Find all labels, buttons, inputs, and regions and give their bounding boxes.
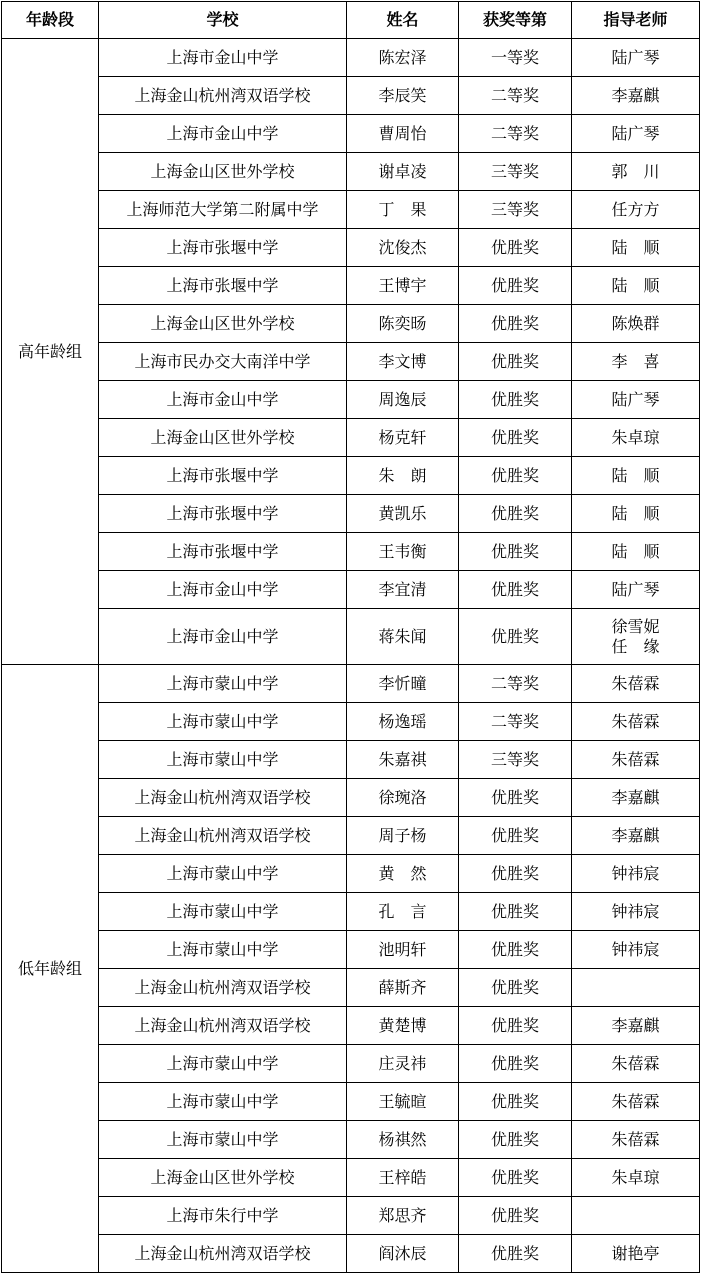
name-cell: 李忻曈 <box>347 665 459 703</box>
award-cell: 优胜奖 <box>459 1159 572 1197</box>
teacher-cell: 朱蓓霖 <box>572 741 700 779</box>
name-cell: 庄灵祎 <box>347 1045 459 1083</box>
teacher-cell: 李嘉麒 <box>572 77 700 115</box>
teacher-cell: 李嘉麒 <box>572 779 700 817</box>
school-cell: 上海金山杭州湾双语学校 <box>99 77 347 115</box>
table-row <box>2 665 700 703</box>
table-row <box>2 1159 700 1197</box>
name-cell: 李宜清 <box>347 571 459 609</box>
name-cell: 池明轩 <box>347 931 459 969</box>
header-school: 学校 <box>99 2 347 39</box>
table-row <box>2 931 700 969</box>
table-row <box>2 1045 700 1083</box>
awards-table <box>1 1 700 1273</box>
table-row <box>2 1083 700 1121</box>
name-cell: 王韦衡 <box>347 533 459 571</box>
award-cell: 优胜奖 <box>459 1235 572 1273</box>
name-cell: 朱嘉祺 <box>347 741 459 779</box>
table-row <box>2 533 700 571</box>
name-cell: 杨克轩 <box>347 419 459 457</box>
header-row <box>2 2 700 39</box>
table-row <box>2 817 700 855</box>
school-cell: 上海市蒙山中学 <box>99 703 347 741</box>
name-cell: 谢卓凌 <box>347 153 459 191</box>
award-cell: 优胜奖 <box>459 1197 572 1235</box>
teacher-cell: 陆 顺 <box>572 457 700 495</box>
table-row <box>2 77 700 115</box>
teacher-cell: 钟祎宸 <box>572 931 700 969</box>
header-name: 姓名 <box>347 2 459 39</box>
teacher-cell: 朱蓓霖 <box>572 1083 700 1121</box>
name-cell: 郑思齐 <box>347 1197 459 1235</box>
award-cell: 优胜奖 <box>459 457 572 495</box>
award-cell: 三等奖 <box>459 191 572 229</box>
school-cell: 上海市蒙山中学 <box>99 893 347 931</box>
name-cell: 曹周怡 <box>347 115 459 153</box>
award-cell: 优胜奖 <box>459 817 572 855</box>
award-cell: 三等奖 <box>459 153 572 191</box>
award-cell: 二等奖 <box>459 665 572 703</box>
school-cell: 上海金山杭州湾双语学校 <box>99 969 347 1007</box>
teacher-cell: 李嘉麒 <box>572 1007 700 1045</box>
table-row <box>2 229 700 267</box>
age-group-cell: 低年龄组 <box>2 665 99 1273</box>
name-cell: 陈奕旸 <box>347 305 459 343</box>
name-cell: 蒋朱闻 <box>347 609 459 665</box>
school-cell: 上海市金山中学 <box>99 115 347 153</box>
school-cell: 上海金山杭州湾双语学校 <box>99 779 347 817</box>
school-cell: 上海师范大学第二附属中学 <box>99 191 347 229</box>
table-row <box>2 267 700 305</box>
table-row <box>2 741 700 779</box>
teacher-cell: 李 喜 <box>572 343 700 381</box>
school-cell: 上海市蒙山中学 <box>99 1121 347 1159</box>
name-cell: 徐琬洛 <box>347 779 459 817</box>
table-row <box>2 191 700 229</box>
award-cell: 优胜奖 <box>459 1045 572 1083</box>
school-cell: 上海金山杭州湾双语学校 <box>99 817 347 855</box>
award-cell: 优胜奖 <box>459 419 572 457</box>
teacher-name: 徐雪妮 <box>611 616 660 636</box>
name-cell: 周逸辰 <box>347 381 459 419</box>
award-cell: 优胜奖 <box>459 229 572 267</box>
table-row <box>2 893 700 931</box>
school-cell: 上海市民办交大南洋中学 <box>99 343 347 381</box>
name-cell: 周子杨 <box>347 817 459 855</box>
teacher-cell: 李嘉麒 <box>572 817 700 855</box>
table-row <box>2 1121 700 1159</box>
table-row <box>2 571 700 609</box>
award-cell: 优胜奖 <box>459 893 572 931</box>
teacher-cell: 朱蓓霖 <box>572 1045 700 1083</box>
name-cell: 孔 言 <box>347 893 459 931</box>
teacher-cell: 陈焕群 <box>572 305 700 343</box>
name-cell: 朱 朗 <box>347 457 459 495</box>
name-cell: 李辰笑 <box>347 77 459 115</box>
school-cell: 上海市张堰中学 <box>99 495 347 533</box>
award-cell: 二等奖 <box>459 77 572 115</box>
teacher-cell: 朱卓琼 <box>572 1159 700 1197</box>
school-cell: 上海市金山中学 <box>99 609 347 665</box>
teacher-cell: 任方方 <box>572 191 700 229</box>
teacher-cell: 陆广琴 <box>572 115 700 153</box>
award-cell: 优胜奖 <box>459 571 572 609</box>
award-cell: 优胜奖 <box>459 1007 572 1045</box>
name-cell: 黄楚博 <box>347 1007 459 1045</box>
teacher-cell: 陆 顺 <box>572 229 700 267</box>
table-row <box>2 457 700 495</box>
table-row <box>2 495 700 533</box>
name-cell: 丁 果 <box>347 191 459 229</box>
teacher-cell <box>572 1197 700 1235</box>
teacher-cell: 陆 顺 <box>572 495 700 533</box>
award-cell: 优胜奖 <box>459 609 572 665</box>
table-row <box>2 305 700 343</box>
name-cell: 王毓暄 <box>347 1083 459 1121</box>
name-cell: 王梓皓 <box>347 1159 459 1197</box>
table-row <box>2 609 700 665</box>
teacher-cell: 陆广琴 <box>572 381 700 419</box>
award-cell: 优胜奖 <box>459 779 572 817</box>
school-cell: 上海市蒙山中学 <box>99 931 347 969</box>
name-cell: 薛斯齐 <box>347 969 459 1007</box>
award-cell: 优胜奖 <box>459 969 572 1007</box>
school-cell: 上海金山区世外学校 <box>99 419 347 457</box>
award-cell: 优胜奖 <box>459 495 572 533</box>
teacher-cell: 郭 川 <box>572 153 700 191</box>
name-cell: 李文博 <box>347 343 459 381</box>
teacher-cell <box>572 969 700 1007</box>
award-cell: 优胜奖 <box>459 931 572 969</box>
school-cell: 上海金山区世外学校 <box>99 305 347 343</box>
table-row <box>2 1197 700 1235</box>
table-row <box>2 153 700 191</box>
header-award: 获奖等第 <box>459 2 572 39</box>
table-row <box>2 115 700 153</box>
table-row <box>2 39 700 77</box>
age-group-cell: 高年龄组 <box>2 39 99 665</box>
school-cell: 上海市蒙山中学 <box>99 1045 347 1083</box>
school-cell: 上海市朱行中学 <box>99 1197 347 1235</box>
teacher-cell: 陆广琴 <box>572 39 700 77</box>
award-cell: 三等奖 <box>459 741 572 779</box>
school-cell: 上海金山杭州湾双语学校 <box>99 1007 347 1045</box>
award-cell: 优胜奖 <box>459 1121 572 1159</box>
table-row <box>2 419 700 457</box>
school-cell: 上海市蒙山中学 <box>99 741 347 779</box>
teacher-cell <box>572 609 700 665</box>
school-cell: 上海市金山中学 <box>99 571 347 609</box>
name-cell: 杨祺然 <box>347 1121 459 1159</box>
award-cell: 优胜奖 <box>459 381 572 419</box>
school-cell: 上海市金山中学 <box>99 381 347 419</box>
table-row <box>2 1007 700 1045</box>
award-cell: 优胜奖 <box>459 533 572 571</box>
school-cell: 上海金山杭州湾双语学校 <box>99 1235 347 1273</box>
header-age-group: 年龄段 <box>2 2 99 39</box>
award-cell: 二等奖 <box>459 115 572 153</box>
table-body <box>2 39 700 1273</box>
school-cell: 上海市蒙山中学 <box>99 1083 347 1121</box>
table-row <box>2 381 700 419</box>
name-cell: 黄凯乐 <box>347 495 459 533</box>
school-cell: 上海市张堰中学 <box>99 457 347 495</box>
teacher-cell: 钟祎宸 <box>572 855 700 893</box>
table-row <box>2 1235 700 1273</box>
teacher-cell: 陆 顺 <box>572 267 700 305</box>
award-cell: 一等奖 <box>459 39 572 77</box>
award-cell: 二等奖 <box>459 703 572 741</box>
table-row <box>2 855 700 893</box>
table-row <box>2 779 700 817</box>
teacher-cell: 陆 顺 <box>572 533 700 571</box>
award-cell: 优胜奖 <box>459 855 572 893</box>
school-cell: 上海市金山中学 <box>99 39 347 77</box>
award-cell: 优胜奖 <box>459 343 572 381</box>
teacher-name: 任 缘 <box>611 636 660 656</box>
award-cell: 优胜奖 <box>459 305 572 343</box>
school-cell: 上海市张堰中学 <box>99 533 347 571</box>
school-cell: 上海市张堰中学 <box>99 229 347 267</box>
name-cell: 王博宇 <box>347 267 459 305</box>
header-teacher: 指导老师 <box>572 2 700 39</box>
teacher-cell: 陆广琴 <box>572 571 700 609</box>
teacher-cell: 谢艳亭 <box>572 1235 700 1273</box>
teacher-cell: 朱卓琼 <box>572 419 700 457</box>
school-cell: 上海市蒙山中学 <box>99 855 347 893</box>
teacher-cell: 朱蓓霖 <box>572 703 700 741</box>
school-cell: 上海市张堰中学 <box>99 267 347 305</box>
table-row <box>2 969 700 1007</box>
table-row <box>2 703 700 741</box>
school-cell: 上海金山区世外学校 <box>99 1159 347 1197</box>
teacher-cell: 朱蓓霖 <box>572 665 700 703</box>
teacher-cell: 钟祎宸 <box>572 893 700 931</box>
name-cell: 阎沐辰 <box>347 1235 459 1273</box>
award-cell: 优胜奖 <box>459 267 572 305</box>
name-cell: 沈俊杰 <box>347 229 459 267</box>
name-cell: 黄 然 <box>347 855 459 893</box>
school-cell: 上海市蒙山中学 <box>99 665 347 703</box>
table-row <box>2 343 700 381</box>
name-cell: 陈宏泽 <box>347 39 459 77</box>
school-cell: 上海金山区世外学校 <box>99 153 347 191</box>
award-cell: 优胜奖 <box>459 1083 572 1121</box>
teacher-cell: 朱蓓霖 <box>572 1121 700 1159</box>
name-cell: 杨逸瑶 <box>347 703 459 741</box>
